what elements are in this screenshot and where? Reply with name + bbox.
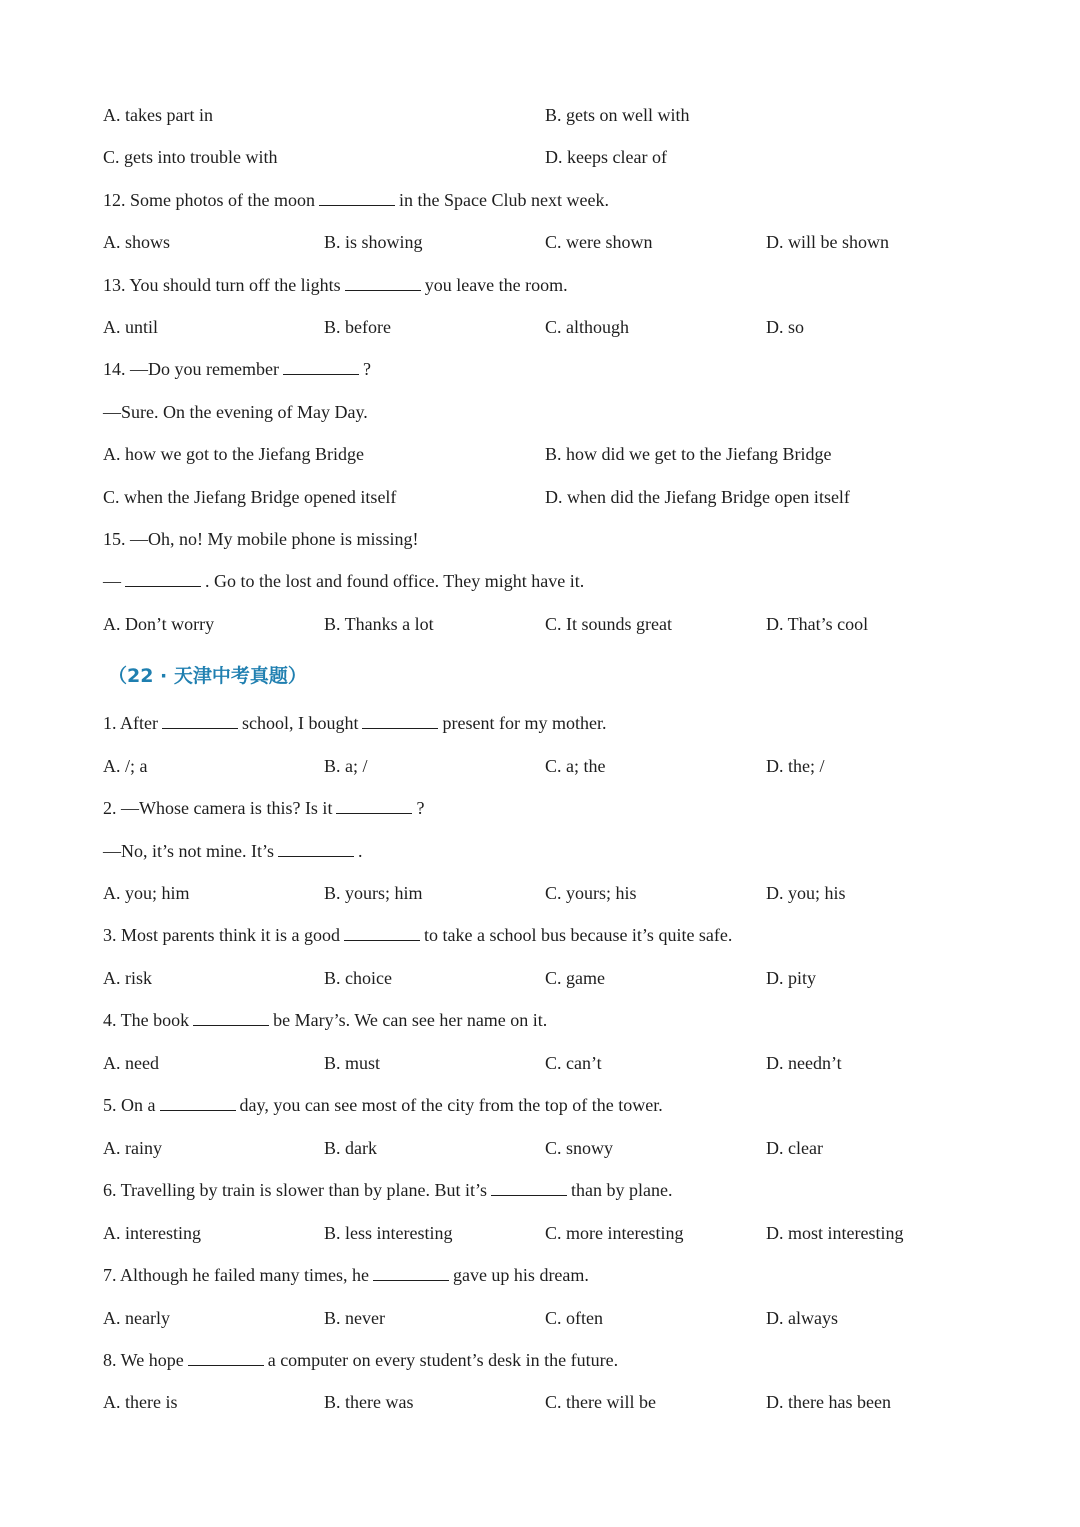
s2-blank-1 <box>336 796 412 814</box>
s5-stem-before: 5. On a <box>103 1095 156 1115</box>
s4-option-d: D. needn’t <box>766 1053 842 1073</box>
s4-stem-after: be Mary’s. We can see her name on it. <box>273 1010 548 1030</box>
s7-options <box>103 1306 1003 1330</box>
s1-stem <box>103 711 606 735</box>
q11-option-d: D. keeps clear of <box>545 147 667 167</box>
q12-stem-before: 12. Some photos of the moon <box>103 190 315 210</box>
q14-stem-after: ? <box>362 359 371 379</box>
s4-option-c: C. can’t <box>545 1053 602 1073</box>
s7-stem <box>103 1263 589 1287</box>
q12-stem-after: in the Space Club next week. <box>399 190 609 210</box>
q15-stem: 15. —Oh, no! My mobile phone is missing! <box>103 529 419 549</box>
s5-blank <box>160 1093 236 1111</box>
s2-stem-before: 2. —Whose camera is this? Is it <box>103 798 333 818</box>
q14-reply: —Sure. On the evening of May Day. <box>103 402 368 422</box>
s6-stem-before: 6. Travelling by train is slower than by plane. But it’s <box>103 1180 487 1200</box>
q15-options <box>103 612 1003 636</box>
q14-stem-before: 14. —Do you remember <box>103 359 279 379</box>
q14-options-row-2 <box>103 485 1003 509</box>
s4-option-a: A. need <box>103 1053 159 1073</box>
s6-option-d: D. most interesting <box>766 1223 904 1243</box>
s8-stem-before: 8. We hope <box>103 1350 184 1370</box>
s1-stem-after: present for my mother. <box>442 713 607 733</box>
q12-option-d: D. will be shown <box>766 232 889 252</box>
q13-stem-after: you leave the room. <box>424 275 568 295</box>
s1-option-c: C. a; the <box>545 756 606 776</box>
s4-option-b: B. must <box>324 1053 381 1073</box>
section-heading: （22 · 天津中考真题） <box>108 665 307 687</box>
q13-option-a: A. until <box>103 317 159 337</box>
s1-options <box>103 754 1003 778</box>
s8-option-d: D. there has been <box>766 1392 891 1412</box>
s8-stem-after: a computer on every student’s desk in the future. <box>267 1350 619 1370</box>
s2-reply-before: —No, it’s not mine. It’s <box>103 841 274 861</box>
q14-option-b: B. how did we get to the Jiefang Bridge <box>545 444 832 464</box>
s5-option-c: C. snowy <box>545 1138 614 1158</box>
s5-stem-after: day, you can see most of the city from the top of the tower. <box>239 1095 663 1115</box>
s5-stem <box>103 1093 663 1117</box>
s3-option-d: D. pity <box>766 968 817 988</box>
s5-option-a: A. rainy <box>103 1138 162 1158</box>
q14-blank <box>283 357 359 375</box>
s8-option-a: A. there is <box>103 1392 178 1412</box>
s3-blank <box>344 923 420 941</box>
s2-reply-after: . <box>358 841 363 861</box>
s1-blank-1 <box>162 711 238 729</box>
q13-stem <box>103 273 568 297</box>
s3-stem-after: to take a school bus because it’s quite safe. <box>424 925 733 945</box>
s2-option-a: A. you; him <box>103 883 190 903</box>
q13-option-b: B. before <box>324 317 391 337</box>
s2-option-d: D. you; his <box>766 883 846 903</box>
q15-option-b: B. Thanks a lot <box>324 614 434 634</box>
q15-reply-after: . Go to the lost and found office. They might have it. <box>205 571 585 591</box>
q15-option-d: D. That’s cool <box>766 614 869 634</box>
q14-option-c: C. when the Jiefang Bridge opened itself <box>103 487 397 507</box>
q11-option-b: B. gets on well with <box>545 105 690 125</box>
s6-option-c: C. more interesting <box>545 1223 684 1243</box>
q12-blank <box>319 188 395 206</box>
q11-options-row-1 <box>103 103 1003 127</box>
s4-options <box>103 1051 1003 1075</box>
s1-option-b: B. a; / <box>324 756 368 776</box>
q13-stem-before: 13. You should turn off the lights <box>103 275 341 295</box>
s1-option-d: D. the; / <box>766 756 825 776</box>
q11-option-a: A. takes part in <box>103 105 213 125</box>
s3-stem <box>103 923 732 947</box>
s6-stem <box>103 1178 672 1202</box>
s1-stem-middle: school, I bought <box>241 713 359 733</box>
q11-option-c: C. gets into trouble with <box>103 147 278 167</box>
s1-option-a: A. /; a <box>103 756 148 776</box>
s7-option-b: B. never <box>324 1308 385 1328</box>
s3-stem-before: 3. Most parents think it is a good <box>103 925 340 945</box>
s6-option-b: B. less interesting <box>324 1223 453 1243</box>
s2-stem <box>103 796 424 820</box>
q12-option-c: C. were shown <box>545 232 653 252</box>
s6-options <box>103 1221 1003 1245</box>
s2-blank-2 <box>278 839 354 857</box>
q12-option-a: A. shows <box>103 232 171 252</box>
q12-stem <box>103 188 609 212</box>
s8-options <box>103 1390 1003 1414</box>
s7-option-d: D. always <box>766 1308 838 1328</box>
s4-stem <box>103 1008 547 1032</box>
s3-options <box>103 966 1003 990</box>
s2-option-c: C. yours; his <box>545 883 637 903</box>
s6-option-a: A. interesting <box>103 1223 201 1243</box>
s8-option-c: C. there will be <box>545 1392 656 1412</box>
s3-option-c: C. game <box>545 968 605 988</box>
s2-stem-after: ? <box>416 798 425 818</box>
q14-stem <box>103 357 371 381</box>
q11-options-row-2 <box>103 145 1003 169</box>
s1-blank-2 <box>362 711 438 729</box>
q14-options-row-1 <box>103 442 1003 466</box>
s8-stem <box>103 1348 618 1372</box>
s8-option-b: B. there was <box>324 1392 414 1412</box>
s2-reply <box>103 839 363 863</box>
s4-stem-before: 4. The book <box>103 1010 190 1030</box>
s1-stem-before: 1. After <box>103 713 158 733</box>
s7-stem-after: gave up his dream. <box>452 1265 589 1285</box>
s5-option-d: D. clear <box>766 1138 823 1158</box>
q13-option-c: C. although <box>545 317 629 337</box>
s3-option-a: A. risk <box>103 968 152 988</box>
s6-stem-after: than by plane. <box>570 1180 673 1200</box>
q15-option-a: A. Don’t worry <box>103 614 215 634</box>
s3-option-b: B. choice <box>324 968 392 988</box>
s5-options <box>103 1136 1003 1160</box>
s6-blank <box>491 1178 567 1196</box>
q12-option-b: B. is showing <box>324 232 423 252</box>
q15-reply <box>103 569 584 593</box>
s7-blank <box>373 1263 449 1281</box>
q13-option-d: D. so <box>766 317 805 337</box>
s2-options <box>103 881 1003 905</box>
s4-blank <box>193 1008 269 1026</box>
q15-option-c: C. It sounds great <box>545 614 672 634</box>
s5-option-b: B. dark <box>324 1138 377 1158</box>
s7-option-a: A. nearly <box>103 1308 170 1328</box>
q15-blank <box>125 569 201 587</box>
s7-option-c: C. often <box>545 1308 603 1328</box>
q14-option-a: A. how we got to the Jiefang Bridge <box>103 444 364 464</box>
q13-options <box>103 315 1003 339</box>
q15-reply-before: — <box>103 571 121 591</box>
q12-options <box>103 230 1003 254</box>
s7-stem-before: 7. Although he failed many times, he <box>103 1265 369 1285</box>
s8-blank <box>188 1348 264 1366</box>
s2-option-b: B. yours; him <box>324 883 423 903</box>
q14-option-d: D. when did the Jiefang Bridge open itself <box>545 487 850 507</box>
q13-blank <box>345 273 421 291</box>
